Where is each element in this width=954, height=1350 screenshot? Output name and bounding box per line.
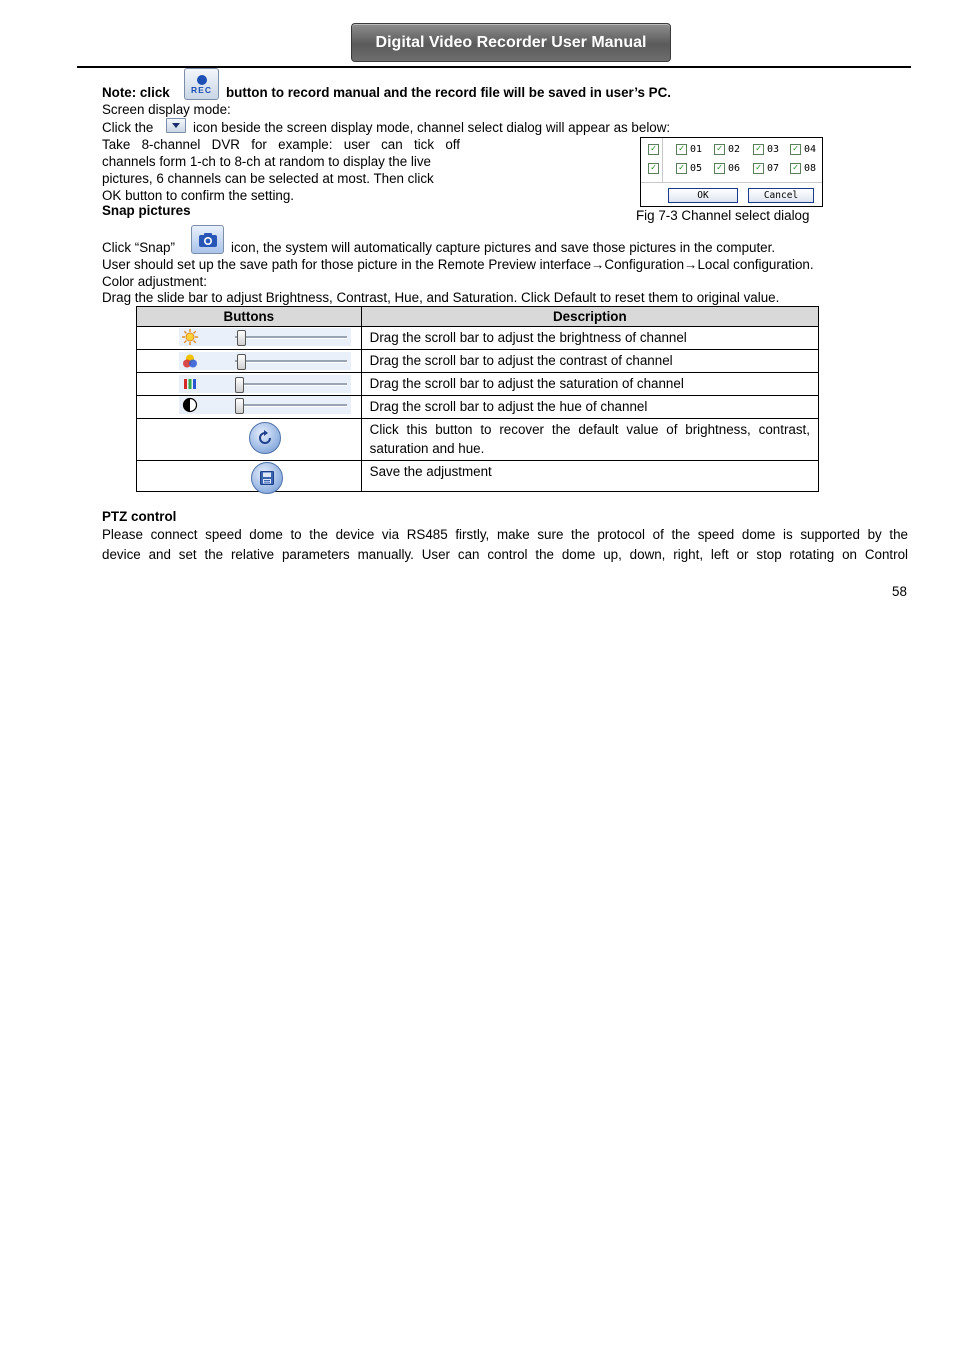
slider-thumb[interactable]: [237, 354, 246, 370]
table-row: [137, 461, 819, 492]
snap-heading: Snap pictures: [102, 203, 191, 218]
screen-mode-line-4: OK button to confirm the setting.: [102, 188, 295, 203]
select-all-row1-checkbox[interactable]: ✓: [648, 144, 659, 155]
saturation-description: Drag the scroll bar to adjust the saturation of channel: [361, 373, 818, 396]
ptz-line-1: Please connect speed dome to the device via RS485 firstly, make sure the protocol of the speed dome is supported by the: [102, 527, 908, 542]
ok-button[interactable]: OK: [668, 188, 738, 203]
screen-mode-heading: Screen display mode:: [102, 102, 231, 117]
table-row: [137, 327, 819, 350]
select-all-row2-checkbox[interactable]: ✓: [648, 163, 659, 174]
record-dot-icon: [197, 75, 207, 85]
screen-mode-line-2: channels form 1-ch to 8-ch at random to display the live: [102, 154, 431, 169]
rec-label: REC: [191, 85, 212, 95]
table-header-row: [137, 307, 819, 327]
hue-icon: [181, 396, 199, 414]
screen-mode-line-3: pictures, 6 channels can be selected at most. Then click: [102, 171, 434, 186]
ptz-heading: PTZ control: [102, 509, 177, 524]
color-text: Drag the slide bar to adjust Brightness, Contrast, Hue, and Saturation. Click Default to reset them to original value.: [102, 290, 780, 305]
saturation-icon: [181, 375, 199, 393]
table-row: [137, 396, 819, 419]
dropdown-arrow-icon: [166, 118, 186, 133]
camera-snap-icon: [191, 225, 224, 254]
default-reset-icon: [255, 428, 275, 448]
brightness-icon: [181, 328, 199, 346]
channel-checkbox-06[interactable]: ✓ 06: [714, 163, 740, 174]
channel-checkbox-08[interactable]: ✓ 08: [790, 163, 816, 174]
save-adjustment-button[interactable]: [251, 462, 283, 494]
slider-thumb[interactable]: [235, 398, 244, 414]
save-icon: [259, 470, 275, 486]
page-number: 58: [892, 584, 907, 599]
ptz-line-2: device and set the relative parameters manually. User can control the dome up, down, right, left or stop rotating on Control: [102, 547, 908, 562]
buttons-column-header: Buttons: [137, 307, 362, 327]
contrast-description: Drag the scroll bar to adjust the contrast of channel: [361, 350, 818, 373]
contrast-icon: [181, 352, 199, 370]
brightness-description: Drag the scroll bar to adjust the brightness of channel: [361, 327, 818, 350]
brightness-slider[interactable]: [179, 328, 351, 346]
channel-checkbox-07[interactable]: ✓ 07: [753, 163, 779, 174]
note-suffix: button to record manual and the record file will be saved in user’s PC.: [226, 85, 671, 100]
snap-path-text: User should set up the save path for those picture in the Remote Preview interface→Configuration→Local configuration.: [102, 257, 814, 272]
screen-mode-line-1: Take 8-channel DVR for example: user can tick off: [102, 137, 460, 152]
note-prefix: Note: click: [102, 85, 170, 100]
table-row: [137, 373, 819, 396]
table-row: [137, 350, 819, 373]
manual-header-title: Digital Video Recorder User Manual: [351, 23, 671, 62]
channel-checkbox-04[interactable]: ✓ 04: [790, 144, 816, 155]
screen-mode-click-suffix: icon beside the screen display mode, channel select dialog will appear as below:: [193, 120, 671, 135]
color-adjustment-table: [136, 306, 819, 492]
figure-caption: Fig 7-3 Channel select dialog: [636, 208, 810, 223]
default-reset-button[interactable]: [249, 422, 281, 454]
record-button-icon: [184, 68, 219, 100]
description-column-header: Description: [361, 307, 818, 327]
color-heading: Color adjustment:: [102, 274, 207, 289]
default-description: Click this button to recover the default value of brightness, contrast, saturation and hue.: [361, 419, 818, 461]
cancel-button[interactable]: Cancel: [748, 188, 814, 203]
save-description: Save the adjustment: [361, 461, 818, 492]
channel-select-dialog: [640, 137, 823, 207]
slider-thumb[interactable]: [237, 330, 246, 346]
channel-checkbox-03[interactable]: ✓ 03: [753, 144, 779, 155]
channel-checkbox-02[interactable]: ✓ 02: [714, 144, 740, 155]
hue-description: Drag the scroll bar to adjust the hue of channel: [361, 396, 818, 419]
channel-checkbox-01[interactable]: ✓ 01: [676, 144, 702, 155]
saturation-slider[interactable]: [179, 375, 351, 393]
table-row: [137, 419, 819, 461]
channel-checkbox-05[interactable]: ✓ 05: [676, 163, 702, 174]
contrast-slider[interactable]: [179, 352, 351, 370]
slider-thumb[interactable]: [235, 377, 244, 393]
screen-mode-click-prefix: Click the: [102, 120, 154, 135]
snap-suffix: icon, the system will automatically capture pictures and save those pictures in the computer.: [231, 240, 776, 255]
snap-prefix: Click “Snap”: [102, 240, 175, 255]
hue-slider[interactable]: [179, 396, 351, 414]
